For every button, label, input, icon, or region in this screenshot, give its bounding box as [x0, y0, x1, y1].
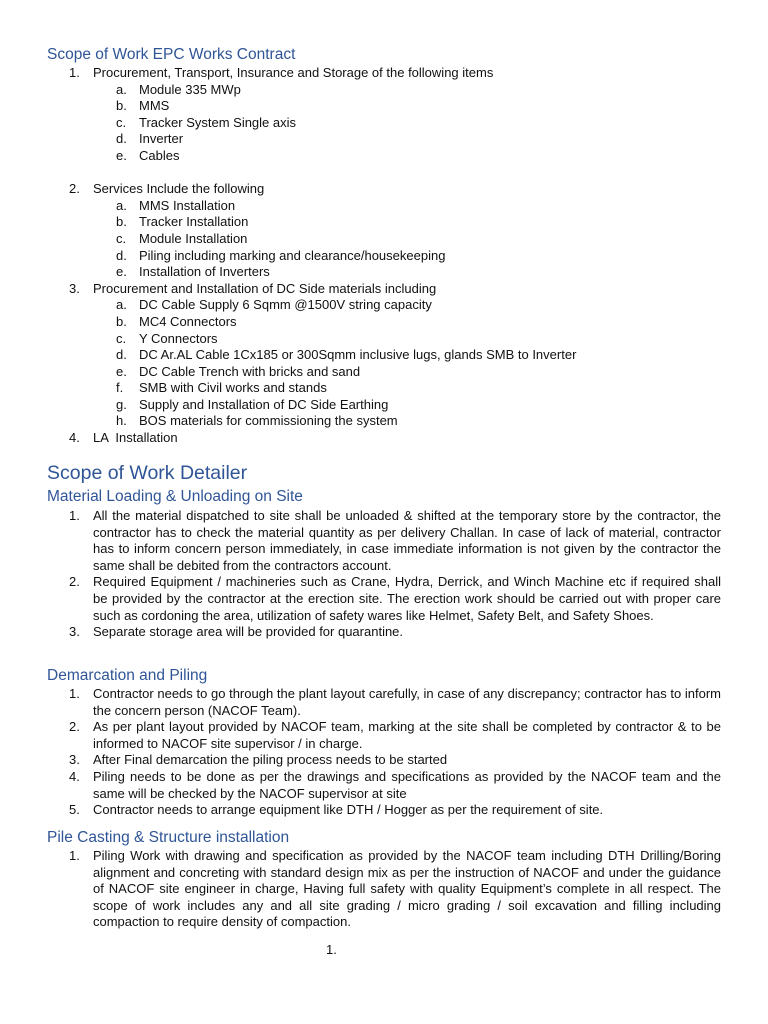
- detailer-title: Scope of Work Detailer: [47, 462, 248, 484]
- loading-list: [47, 508, 721, 641]
- sub-list-item: c. Module Installation: [116, 230, 248, 246]
- pile-section-title: Pile Casting & Structure installation: [47, 829, 290, 846]
- sub-list-item: d. DC Ar.AL Cable 1Cx185 or 300Sqmm inclusive lugs, glands SMB to Inverter: [116, 347, 577, 363]
- sub-list-item: f. SMB with Civil works and stands: [116, 380, 327, 396]
- sub-list-item: a. DC Cable Supply 6 Sqmm @1500V string capacity: [116, 297, 432, 313]
- demarcation-section-title: Demarcation and Piling: [47, 667, 208, 684]
- sub-list-item: e. Cables: [116, 147, 180, 163]
- sub-list-item: d. Piling including marking and clearance/housekeeping: [116, 247, 446, 263]
- sub-list-item: g. Supply and Installation of DC Side Earthing: [116, 396, 389, 412]
- loading-section-title: Material Loading & Unloading on Site: [47, 488, 303, 505]
- sub-list: [47, 198, 721, 281]
- epc-list: [47, 65, 721, 447]
- sub-list-item: d. Inverter: [116, 131, 184, 147]
- sub-list-item: e. Installation of Inverters: [116, 264, 270, 280]
- spacer: [47, 165, 721, 182]
- sub-list-item: c. Y Connectors: [116, 330, 218, 346]
- sub-list-item: b. MMS: [116, 98, 170, 114]
- sub-list-item: c. Tracker System Single axis: [116, 114, 297, 130]
- list-item: 4. Piling needs to be done as per the drawings and specifications as provided by the NACOF team and the same will be checked by the NACOF supervisor at site: [69, 768, 721, 801]
- list-item: 2. Required Equipment / machineries such as Crane, Hydra, Derrick, and Winch Machine etc if required shall be provided by the contractor at the erection site. The erection work should be carried out with proper care such as cordoning the area, utilization of safety wares like Helmet, Safety Belt, and Safety Shoes.: [69, 574, 721, 623]
- sub-list: [47, 297, 721, 430]
- list-item: 2. Services Include the following: [69, 181, 265, 197]
- demarcation-list: [47, 686, 721, 819]
- sub-list-item: a. Module 335 MWp: [116, 81, 241, 97]
- list-item: 3. Procurement and Installation of DC Side materials including: [69, 280, 437, 296]
- sub-list-item: a. MMS Installation: [116, 197, 236, 213]
- list-item: 1. Piling Work with drawing and specification as provided by the NACOF team including DTH Drilling/Boring alignment and concreting with standard design mix as per the instruction of NACOF and under the guidance of NACOF site engineer in charge, Having full safety with quality Equipment’s complete in all respect. The scope of work includes any and all site grading / micro grading / soil excavation and filling including compaction to require density of compaction.: [69, 848, 721, 930]
- list-item: 4. LA Installation: [69, 430, 178, 446]
- pile-list: [47, 848, 721, 931]
- sub-list-item: b. Tracker Installation: [116, 214, 249, 230]
- sub-list-item: e. DC Cable Trench with bricks and sand: [116, 363, 361, 379]
- list-item: 1. All the material dispatched to site shall be unloaded & shifted at the temporary store by the contractor, the contractor has to check the material quantity as per delivery Challan. In case of lack of material, contractor has to inform concern person immediately, in case immediate information is not given by the contractor the same shall be debited from the contractors account.: [69, 508, 721, 573]
- list-item: 3. Separate storage area will be provided for quarantine.: [69, 624, 404, 640]
- list-item: 2. As per plant layout provided by NACOF team, marking at the site shall be completed by contractor & to be informed to NACOF site supervisor / in charge.: [69, 719, 721, 751]
- list-item: 1. Contractor needs to go through the plant layout carefully, in case of any discrepancy; contractor has to inform the concern person (NACOF Team).: [69, 686, 721, 718]
- sub-list-item: b. MC4 Connectors: [116, 313, 237, 329]
- list-item: 3. After Final demarcation the piling process needs to be started: [69, 752, 448, 768]
- epc-section-title: Scope of Work EPC Works Contract: [47, 46, 296, 63]
- sub-list: [47, 82, 721, 165]
- list-item: 5. Contractor needs to arrange equipment like DTH / Hogger as per the requirement of site.: [69, 802, 604, 818]
- list-item: 1. Procurement, Transport, Insurance and Storage of the following items: [69, 65, 494, 80]
- sub-list-item: h. BOS materials for commissioning the system: [116, 413, 398, 429]
- page-number: 1.: [326, 942, 337, 957]
